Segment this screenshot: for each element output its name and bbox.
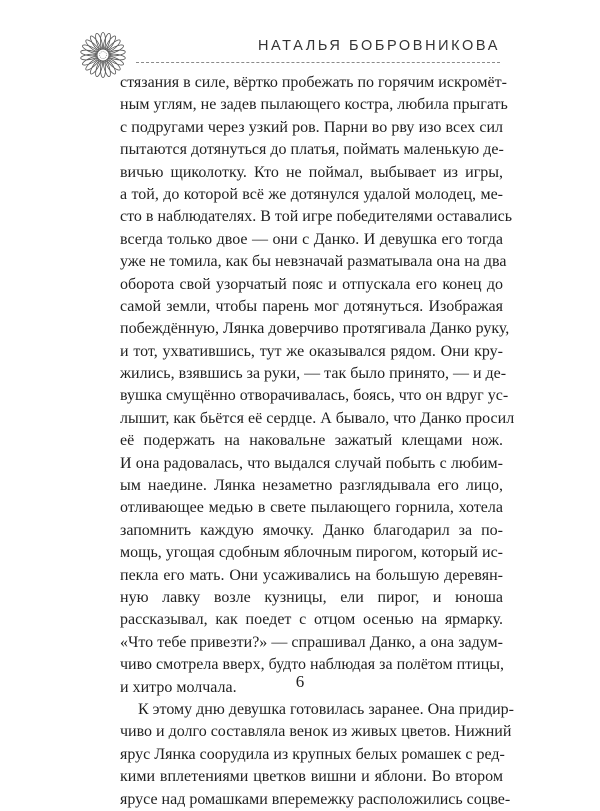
text-line: пекла его мать. Они усаживались на большую деревян-: [120, 566, 503, 584]
text-line: всегда только двое — они с Данко. И девушка его тогда: [120, 230, 503, 248]
text-line: с подругами через узкий ров. Парни во рву изо всех сил: [120, 118, 503, 136]
text-line: жились, взявшись за руки, — так было принято, — и де-: [120, 365, 507, 383]
text-line: стязания в силе, вёртко пробежать по горячим искромёт-: [120, 74, 507, 91]
text-line: ным углям, не задев пылающего костра, любила прыгать: [120, 96, 508, 114]
text-line: побеждённую, Лянка доверчиво протягивала Данко руку,: [120, 320, 510, 338]
text-line: И она радовалась, что выдался случай побыть с любим-: [120, 454, 503, 472]
text-line: а той, до которой всё же дотянулся удалой молодец, ме-: [120, 185, 503, 203]
text-line: лышит, как бьётся её сердце. А бывало, что Данко просил: [120, 409, 515, 427]
running-head-author: [136, 34, 500, 58]
text-line: запомнить каждую ямочку. Данко благодарил за по-: [120, 521, 503, 539]
text-line: сто в наблюдателях. В той игре победителями оставались: [120, 208, 513, 226]
text-line: чиво смотрела вверх, будто наблюдая за полётом птицы,: [120, 656, 505, 674]
text-line: и тот, ухватившись, тут же оказывался рядом. Они кру-: [120, 342, 503, 360]
text-line: вушка смущённо отворачивалась, боясь, что он вдруг ус-: [120, 387, 509, 405]
paragraph-end-line: и хитро молчала.: [120, 678, 237, 696]
text-line: ярусе над ромашками вперемежку расположились соцве-: [120, 790, 511, 808]
author-name: НАТАЛЬЯ БОБРОВНИКОВА: [257, 38, 500, 54]
text-line: кими вплетениями цветков вишни и яблони. Во втором: [120, 768, 503, 786]
page-number: 6: [295, 672, 305, 691]
text-line: отливающее медью в свете пылающего горнила, хотела: [120, 499, 503, 517]
text-line: ярус Лянка соорудила из крупных белых ромашек с ред-: [120, 745, 505, 763]
text-line: «Что тебе привезти?» — спрашивал Данко, а она задум-: [120, 633, 503, 651]
text-line: уже не томила, как бы невзначай разматывала она на два: [120, 253, 507, 271]
text-line: чиво и долго составляла венок из живых цветов. Нижний: [120, 723, 512, 741]
text-line: ым наедине. Лянка незаметно разглядывала его лицо,: [120, 477, 503, 495]
text-line: оборота свой узорчатый пояс и отпускала его конец до: [120, 275, 503, 293]
text-line: вичью щиколотку. Кто не поймал, выбывает из игры,: [120, 163, 503, 181]
text-line: самой земли, чтобы парень мог дотянуться. Изображая: [120, 297, 503, 315]
text-line: её подержать на наковальне зажатый клещами нож.: [120, 432, 503, 450]
text-line: рассказывал, как поедет с отцом осенью на ярмарку.: [120, 611, 503, 629]
text-line: мощь, угощая сдобным яблочным пирогом, который ис-: [120, 544, 503, 562]
paragraph-first-line: К этому дню девушка готовилась заранее. Она придир-: [138, 700, 514, 718]
body-text: [120, 72, 515, 811]
header-divider: [136, 62, 500, 63]
text-line: пытаются дотянуться до платья, поймать маленькую де-: [120, 141, 504, 159]
text-line: ную лавку возле кузницы, ели пирог, и юноша: [120, 588, 503, 606]
